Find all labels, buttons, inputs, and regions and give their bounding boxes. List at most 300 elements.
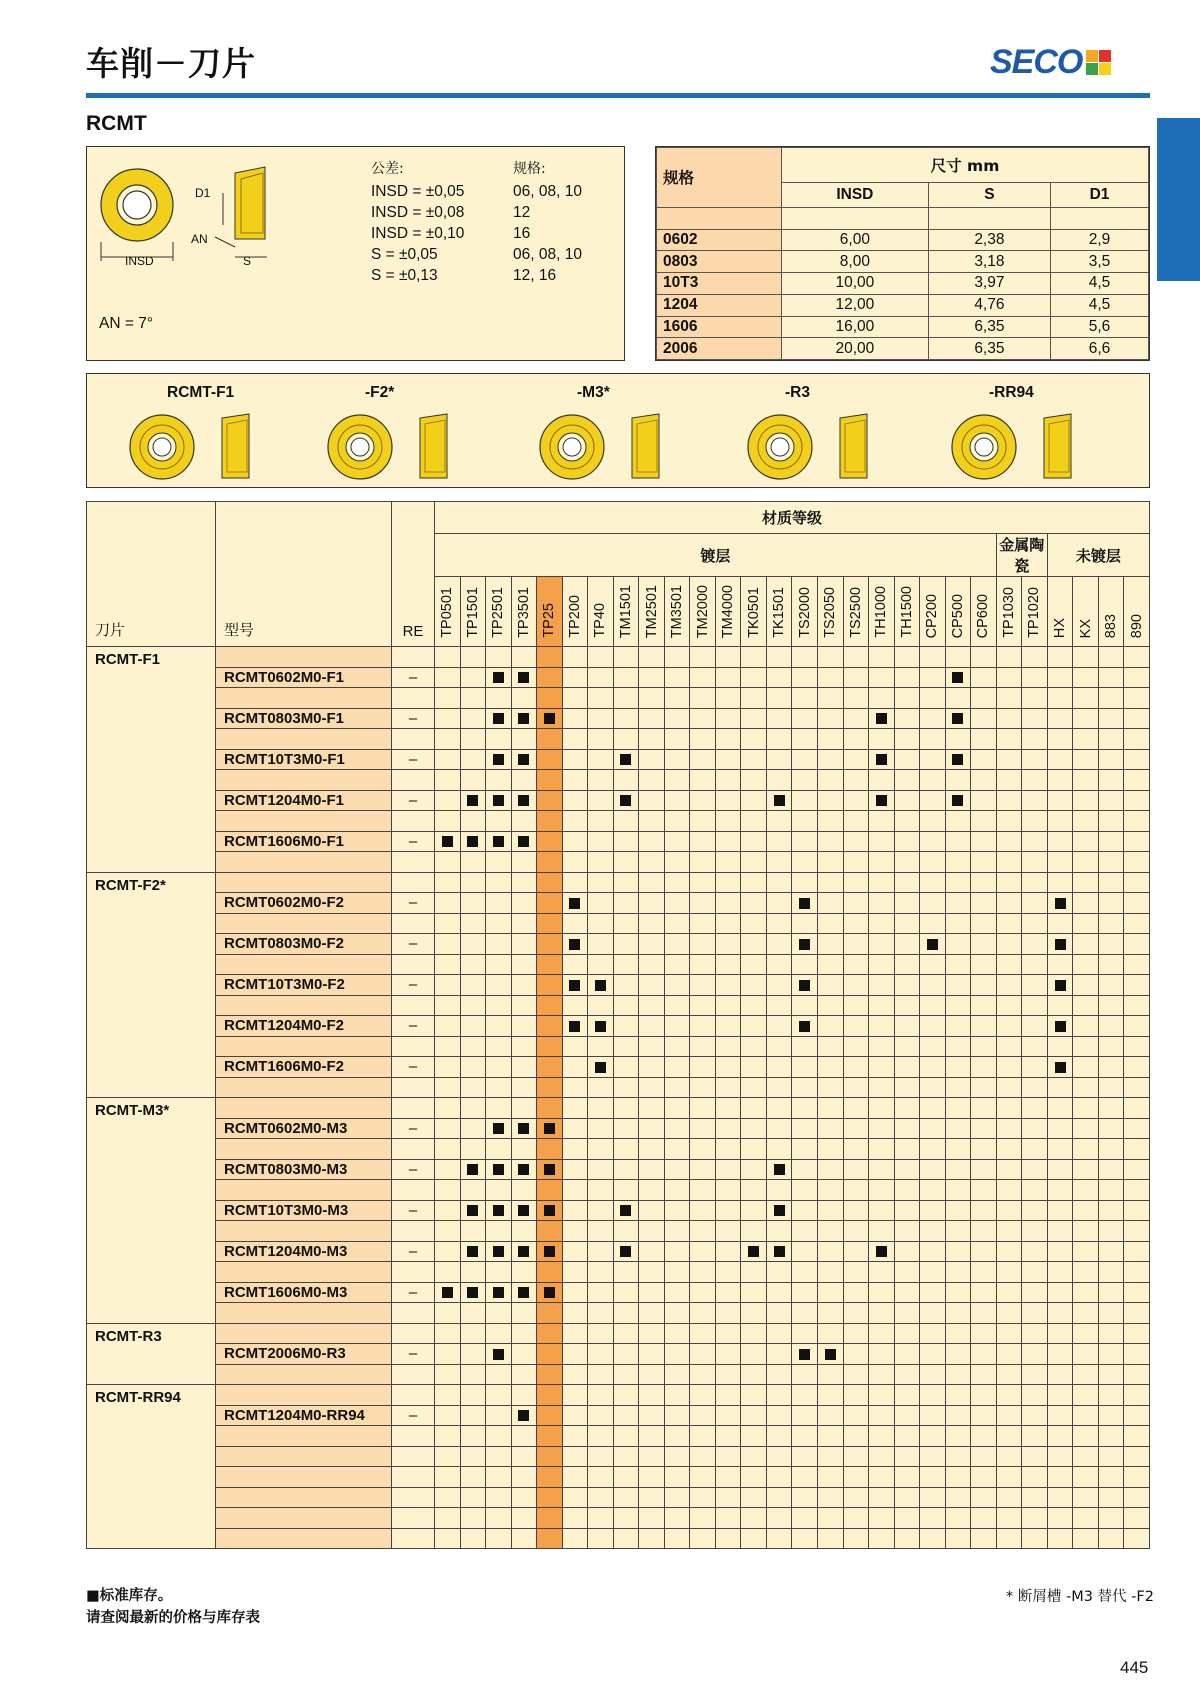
- model-code: RCMT1204M0-F1: [216, 790, 392, 811]
- grade-cell: [486, 1159, 512, 1180]
- grade-cell: [741, 1159, 767, 1180]
- grade-cell: [971, 1508, 997, 1529]
- grade-cell: [1047, 1344, 1073, 1365]
- grade-cell: [996, 1200, 1022, 1221]
- grade-cell: [920, 1077, 946, 1098]
- grade-cell: [1022, 1446, 1048, 1467]
- grade-cell: [971, 1200, 997, 1221]
- grade-cell: [1098, 1467, 1124, 1488]
- grade-cell: [920, 647, 946, 668]
- model-cell: [216, 647, 392, 668]
- grade-cell: [945, 1262, 971, 1283]
- grade-cell: [766, 1159, 792, 1180]
- grade-cell: [537, 1118, 563, 1139]
- grade-header: [588, 577, 614, 647]
- grade-cell: [537, 647, 563, 668]
- grade-cell: [766, 688, 792, 709]
- grade-cell: [562, 1221, 588, 1242]
- grade-cell: [690, 749, 716, 770]
- grade-cell: [1098, 1323, 1124, 1344]
- grade-cell: [741, 954, 767, 975]
- dimension-group-header: 尺寸 mm: [782, 148, 1149, 183]
- grade-cell: [537, 913, 563, 934]
- grade-cell: [715, 1159, 741, 1180]
- grade-cell: [1073, 1016, 1099, 1037]
- grade-cell: [1098, 811, 1124, 832]
- grade-cell: [613, 872, 639, 893]
- grade-cell: [511, 872, 537, 893]
- model-code: RCMT0803M0-F2: [216, 934, 392, 955]
- grade-cell: [869, 995, 895, 1016]
- grade-cell: [715, 1364, 741, 1385]
- grade-cell: [945, 1139, 971, 1160]
- grade-cell: [460, 1426, 486, 1447]
- re-cell: [392, 1385, 435, 1406]
- grade-cell: [1022, 667, 1048, 688]
- grade-cell: [460, 647, 486, 668]
- grade-cell: [537, 1057, 563, 1078]
- grade-cell: [920, 975, 946, 996]
- grade-cell: [894, 1385, 920, 1406]
- grade-cell: [562, 1036, 588, 1057]
- stock-mark-icon: [1055, 980, 1066, 991]
- grade-cell: [486, 995, 512, 1016]
- grade-cell: [435, 1426, 461, 1447]
- grade-header: [460, 577, 486, 647]
- grade-cell: [1047, 770, 1073, 791]
- grade-cell: [435, 1405, 461, 1426]
- grade-cell: [460, 1241, 486, 1262]
- grade-cell: [664, 1016, 690, 1037]
- grade-cell: [1022, 708, 1048, 729]
- grade-cell: [971, 1426, 997, 1447]
- grade-cell: [792, 934, 818, 955]
- grade-cell: [1073, 893, 1099, 914]
- grade-cell: [817, 1057, 843, 1078]
- re-value: –: [392, 1344, 435, 1365]
- grade-cell: [1073, 934, 1099, 955]
- grade-cell: [741, 1098, 767, 1119]
- grade-cell: [511, 852, 537, 873]
- grade-cell: [1124, 667, 1150, 688]
- grade-cell: [1098, 954, 1124, 975]
- grade-cell: [562, 729, 588, 750]
- grade-cell: [1098, 1364, 1124, 1385]
- grade-cell: [715, 1200, 741, 1221]
- grade-name: HX: [1052, 617, 1069, 638]
- grade-cell: [1124, 1180, 1150, 1201]
- grade-cell: [766, 1364, 792, 1385]
- col-s: S: [928, 183, 1050, 208]
- material-grade-header: 材质等级: [435, 502, 1150, 534]
- grade-cell: [537, 1487, 563, 1508]
- stock-mark-icon: [595, 1062, 606, 1073]
- grade-cell: [792, 1139, 818, 1160]
- grade-cell: [1073, 770, 1099, 791]
- grade-cell: [537, 1282, 563, 1303]
- grade-cell: [562, 1323, 588, 1344]
- grade-cell: [741, 1385, 767, 1406]
- grade-cell: [460, 1200, 486, 1221]
- grade-cell: [1098, 1385, 1124, 1406]
- grade-cell: [894, 893, 920, 914]
- grade-cell: [1047, 811, 1073, 832]
- d1-label: D1: [195, 186, 211, 200]
- grade-cell: [894, 1077, 920, 1098]
- grade-cell: [435, 1139, 461, 1160]
- grade-cell: [1073, 1303, 1099, 1324]
- grade-cell: [486, 1508, 512, 1529]
- grade-cell: [460, 1282, 486, 1303]
- grade-cell: [562, 1118, 588, 1139]
- grade-cell: [511, 954, 537, 975]
- grade-cell: [920, 1098, 946, 1119]
- grade-cell: [1098, 667, 1124, 688]
- grade-header: [1047, 577, 1073, 647]
- grade-cell: [562, 975, 588, 996]
- grade-cell: [843, 1118, 869, 1139]
- grade-cell: [1098, 688, 1124, 709]
- grade-cell: [715, 1385, 741, 1406]
- grade-cell: [690, 872, 716, 893]
- grade-cell: [1047, 1180, 1073, 1201]
- grade-cell: [715, 872, 741, 893]
- grade-cell: [996, 811, 1022, 832]
- grade-cell: [1124, 995, 1150, 1016]
- grade-cell: [817, 1221, 843, 1242]
- grade-cell: [1022, 1098, 1048, 1119]
- grade-cell: [766, 1180, 792, 1201]
- grade-cell: [613, 688, 639, 709]
- grade-cell: [588, 1077, 614, 1098]
- grade-cell: [639, 1385, 665, 1406]
- grade-cell: [894, 708, 920, 729]
- grade-cell: [741, 1508, 767, 1529]
- grade-cell: [843, 1364, 869, 1385]
- grade-cell: [996, 1016, 1022, 1037]
- grade-cell: [511, 1528, 537, 1549]
- grade-cell: [435, 913, 461, 934]
- grade-cell: [971, 688, 997, 709]
- insert-shape-icon: [949, 412, 1089, 482]
- grade-name: TS2050: [822, 587, 839, 638]
- grade-cell: [1073, 1528, 1099, 1549]
- grade-cell: [996, 1036, 1022, 1057]
- grade-cell: [460, 995, 486, 1016]
- grade-cell: [588, 1262, 614, 1283]
- grade-cell: [715, 1303, 741, 1324]
- grade-cell: [1073, 1036, 1099, 1057]
- grade-cell: [537, 1077, 563, 1098]
- col-model-header: 型号: [216, 502, 392, 647]
- grade-cell: [996, 1077, 1022, 1098]
- grade-cell: [690, 1344, 716, 1365]
- stock-mark-icon: [799, 980, 810, 991]
- grade-cell: [920, 893, 946, 914]
- grade-cell: [843, 995, 869, 1016]
- grade-cell: [741, 708, 767, 729]
- grade-cell: [613, 1016, 639, 1037]
- grade-cell: [690, 893, 716, 914]
- grade-cell: [843, 1098, 869, 1119]
- grade-cell: [1047, 1077, 1073, 1098]
- section-code: RCMT: [86, 112, 147, 135]
- model-cell: [216, 811, 392, 832]
- grade-cell: [664, 1385, 690, 1406]
- grade-cell: [715, 831, 741, 852]
- grade-cell: [588, 667, 614, 688]
- grade-cell: [766, 1344, 792, 1365]
- grade-cell: [435, 729, 461, 750]
- spacer-row: [87, 1364, 1150, 1385]
- grade-cell: [664, 954, 690, 975]
- grade-header: [1124, 577, 1150, 647]
- tolerance-size: 06, 08, 10: [513, 183, 582, 200]
- grade-name: TS2500: [847, 587, 864, 638]
- grade-cell: [843, 1405, 869, 1426]
- grade-cell: [766, 831, 792, 852]
- grade-name: TP2501: [490, 587, 507, 638]
- grade-cell: [613, 1098, 639, 1119]
- price-note: 请查阅最新的价格与库存表: [86, 1610, 260, 1626]
- grade-cell: [817, 831, 843, 852]
- grade-cell: [792, 1098, 818, 1119]
- grade-cell: [664, 1467, 690, 1488]
- stock-mark-icon: [774, 1205, 785, 1216]
- grade-cell: [920, 729, 946, 750]
- grade-cell: [511, 1241, 537, 1262]
- grade-cell: [537, 1036, 563, 1057]
- grade-cell: [639, 1098, 665, 1119]
- grade-cell: [1124, 1139, 1150, 1160]
- grade-cell: [945, 1282, 971, 1303]
- grade-cell: [1022, 1057, 1048, 1078]
- grade-cell: [690, 1241, 716, 1262]
- grade-cell: [1022, 1036, 1048, 1057]
- re-cell: [392, 729, 435, 750]
- grade-cell: [1022, 1139, 1048, 1160]
- grade-cell: [664, 749, 690, 770]
- dimension-cell-d1: 4,5: [1051, 273, 1149, 295]
- col-insd: INSD: [782, 183, 929, 208]
- geometry-label: -M3*: [577, 384, 610, 401]
- stock-mark-icon: [493, 713, 504, 724]
- grade-cell: [613, 1528, 639, 1549]
- grade-cell: [486, 1118, 512, 1139]
- grade-cell: [843, 872, 869, 893]
- stock-mark-icon: [595, 1021, 606, 1032]
- grade-cell: [920, 1385, 946, 1406]
- grade-cell: [945, 913, 971, 934]
- grade-name: TH1000: [873, 586, 890, 638]
- grade-cell: [920, 1057, 946, 1078]
- grade-cell: [613, 1323, 639, 1344]
- grade-header: [766, 577, 792, 647]
- grade-cell: [1098, 1036, 1124, 1057]
- grade-cell: [843, 975, 869, 996]
- grade-cell: [894, 1241, 920, 1262]
- grade-cell: [1124, 1385, 1150, 1406]
- re-cell: [392, 1446, 435, 1467]
- grade-cell: [562, 995, 588, 1016]
- grade-cell: [817, 934, 843, 955]
- table-row: [87, 667, 1150, 688]
- re-cell: [392, 647, 435, 668]
- grade-cell: [460, 893, 486, 914]
- stock-mark-icon: [952, 672, 963, 683]
- grade-cell: [766, 872, 792, 893]
- grade-cell: [715, 1467, 741, 1488]
- grade-cell: [1073, 1139, 1099, 1160]
- grade-cell: [537, 1303, 563, 1324]
- grade-cell: [588, 995, 614, 1016]
- grade-cell: [920, 1467, 946, 1488]
- grade-cell: [639, 1077, 665, 1098]
- grade-cell: [1073, 1180, 1099, 1201]
- grade-cell: [817, 1077, 843, 1098]
- grade-cell: [1047, 708, 1073, 729]
- grade-cell: [741, 1282, 767, 1303]
- grade-cell: [741, 1221, 767, 1242]
- grade-cell: [971, 1118, 997, 1139]
- grade-cell: [971, 1262, 997, 1283]
- stock-mark-icon: [569, 898, 580, 909]
- grade-cell: [766, 790, 792, 811]
- grade-cell: [1073, 1487, 1099, 1508]
- grade-cell: [792, 729, 818, 750]
- grade-cell: [817, 1323, 843, 1344]
- grade-cell: [792, 647, 818, 668]
- grade-cell: [639, 1364, 665, 1385]
- model-code: RCMT1204M0-RR94: [216, 1405, 392, 1426]
- dimension-cell-s: 6,35: [928, 338, 1050, 360]
- grade-cell: [639, 708, 665, 729]
- grade-cell: [817, 1139, 843, 1160]
- grade-cell: [996, 913, 1022, 934]
- grade-cell: [664, 790, 690, 811]
- grade-cell: [715, 1426, 741, 1447]
- re-value: –: [392, 667, 435, 688]
- grade-cell: [920, 1303, 946, 1324]
- grade-cell: [766, 913, 792, 934]
- grade-cell: [920, 1282, 946, 1303]
- dimension-cell-insd: 8,00: [782, 251, 929, 273]
- grade-cell: [511, 1036, 537, 1057]
- grade-cell: [690, 1446, 716, 1467]
- stock-mark-icon: [518, 1205, 529, 1216]
- grade-cell: [1022, 995, 1048, 1016]
- grade-cell: [690, 975, 716, 996]
- grade-cell: [537, 1262, 563, 1283]
- insert-group-label: RCMT-F2*: [87, 872, 216, 1098]
- grade-cell: [996, 790, 1022, 811]
- grade-cell: [996, 831, 1022, 852]
- grade-cell: [1098, 790, 1124, 811]
- grade-cell: [1047, 852, 1073, 873]
- grade-cell: [1098, 893, 1124, 914]
- size-title: 规格:: [513, 161, 546, 177]
- grade-cell: [1073, 954, 1099, 975]
- grade-cell: [817, 1528, 843, 1549]
- dimension-cell-insd: 16,00: [782, 316, 929, 338]
- grade-cell: [511, 688, 537, 709]
- grade-cell: [996, 1241, 1022, 1262]
- grade-name: KX: [1077, 618, 1094, 638]
- grade-cell: [843, 1487, 869, 1508]
- grade-cell: [996, 1221, 1022, 1242]
- dimension-cell-size: 0602: [657, 229, 782, 251]
- grade-cell: [715, 852, 741, 873]
- grade-cell: [562, 1241, 588, 1262]
- grade-cell: [843, 1180, 869, 1201]
- grade-cell: [1047, 1508, 1073, 1529]
- grade-cell: [817, 1200, 843, 1221]
- grade-cell: [1098, 1344, 1124, 1365]
- grade-cell: [664, 1098, 690, 1119]
- grade-cell: [945, 1344, 971, 1365]
- stock-mark-icon: [544, 713, 555, 724]
- grade-cell: [1098, 1159, 1124, 1180]
- grade-cell: [715, 1118, 741, 1139]
- grade-cell: [511, 1385, 537, 1406]
- grade-cell: [741, 1057, 767, 1078]
- grade-cell: [971, 1241, 997, 1262]
- grade-cell: [869, 647, 895, 668]
- grade-cell: [613, 708, 639, 729]
- grade-cell: [996, 893, 1022, 914]
- grade-cell: [920, 1426, 946, 1447]
- re-value: –: [392, 790, 435, 811]
- grade-cell: [817, 1282, 843, 1303]
- grade-cell: [1124, 1241, 1150, 1262]
- stock-mark-icon: [799, 1021, 810, 1032]
- grade-cell: [1098, 1262, 1124, 1283]
- grade-cell: [435, 811, 461, 832]
- grade-cell: [766, 975, 792, 996]
- grade-cell: [971, 995, 997, 1016]
- grade-cell: [435, 1323, 461, 1344]
- grade-cell: [511, 729, 537, 750]
- grade-cell: [690, 1139, 716, 1160]
- grade-cell: [792, 852, 818, 873]
- grade-cell: [894, 1139, 920, 1160]
- re-cell: [392, 1303, 435, 1324]
- grade-cell: [639, 1262, 665, 1283]
- grade-cell: [562, 893, 588, 914]
- grade-cell: [460, 1446, 486, 1467]
- re-cell: [392, 1098, 435, 1119]
- grade-cell: [869, 1364, 895, 1385]
- seco-logo: [990, 44, 1111, 80]
- grade-cell: [1124, 1057, 1150, 1078]
- grade-cell: [639, 954, 665, 975]
- grade-cell: [766, 1528, 792, 1549]
- grade-cell: [894, 872, 920, 893]
- grade-cell: [1022, 1118, 1048, 1139]
- grade-cell: [1124, 1508, 1150, 1529]
- grade-cell: [690, 1323, 716, 1344]
- spacer-row: [87, 954, 1150, 975]
- grade-cell: [588, 729, 614, 750]
- grade-cell: [588, 852, 614, 873]
- model-cell: [216, 1036, 392, 1057]
- grade-cell: [690, 1467, 716, 1488]
- grade-cell: [920, 1221, 946, 1242]
- table-row: [87, 1405, 1150, 1426]
- grade-header: [664, 577, 690, 647]
- grade-cell: [843, 790, 869, 811]
- grade-cell: [460, 1180, 486, 1201]
